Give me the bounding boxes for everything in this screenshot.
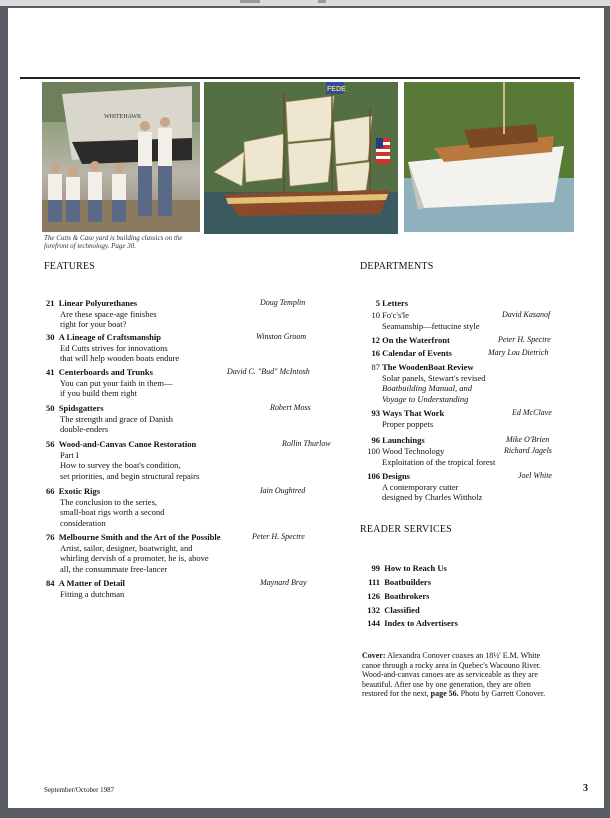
photo-boatyard-crew <box>42 82 200 232</box>
department-item[interactable]: 100 Wood Technology Richard Jagels Exploitation of the tropical forest <box>367 446 552 467</box>
feature-item[interactable]: 76 Melbourne Smith and the Art of the Possible Peter H. Spectre Artist, sailor, designer, boatwright, and whirling dervish of a promoter, he is, above all, the consummate free-lancer <box>46 532 305 574</box>
reader-service-item[interactable]: 126 Boatbrokers <box>367 591 430 601</box>
feature-item[interactable]: 41 Centerboards and Trunks David C. "Bud" McIntosh You can put your faith in them— if you build them right <box>46 367 310 398</box>
department-item[interactable]: 10 Fo'c's'le David Kasanof Seamanship—fettucine style <box>371 310 551 331</box>
reader-service-item[interactable]: 111 Boatbuilders <box>368 577 432 587</box>
department-item[interactable]: 16 Calendar of Events Mary Lou Dietrich <box>371 348 549 358</box>
feature-item[interactable]: 56 Wood-and-Canvas Canoe Restoration Rollin Thurlow Part I How to survey the boat's condition, set priorities, and begin structural repairs <box>46 439 331 481</box>
reader-service-item[interactable]: 144 Index to Advertisers <box>367 618 458 628</box>
feature-item[interactable]: 66 Exotic Rigs Iain Oughtred The conclusion to the series, small-boat rigs worth a second consideration <box>46 486 306 528</box>
features-heading: FEATURES <box>44 261 96 272</box>
departments-heading: DEPARTMENTS <box>360 261 434 272</box>
page-number: 3 <box>583 783 588 794</box>
issue-date: September/October 1987 <box>44 786 115 794</box>
viewer-tab[interactable] <box>240 0 260 3</box>
reader-service-item[interactable]: 132 Classified <box>367 605 420 615</box>
department-item[interactable]: 96 Launchings Mike O'Brien <box>371 435 550 445</box>
feature-item[interactable]: 21 Linear Polyurethanes Doug Templin Are these space-age finishes right for your boat? <box>46 298 306 329</box>
boat-name-text: WHITEHAWK <box>104 114 142 120</box>
viewer-top-bar <box>0 0 610 6</box>
cover-description: Cover: Alexandra Conover coaxes an 18½' E.M. White canoe through a rocky area in Quebec's Wacouno River. Wood-and-canvas canoes are as serviceable as they are beautiful. After use by one generation, they are often restored for the next, page 56. Photo by Garrett Conover. <box>362 651 546 699</box>
department-item[interactable]: 93 Ways That Work Ed McClave Proper poppets <box>371 408 552 429</box>
department-item[interactable]: 87 The WoodenBoat Review Solar panels, Stewart's revised Boatbuilding Manual, and Voyage to Understanding <box>371 362 486 404</box>
feature-item[interactable]: 84 A Matter of Detail Maynard Bray Fitting a dutchman <box>46 578 307 599</box>
photo-wooden-sailboat <box>404 82 574 232</box>
reader-services-heading: READER SERVICES <box>360 524 452 535</box>
department-item[interactable]: 12 On the Waterfront Peter H. Spectre <box>371 335 551 345</box>
reader-service-item[interactable]: 99 How to Reach Us <box>371 563 447 573</box>
magazine-page <box>8 8 604 808</box>
photo-caption: The Cutts & Case yard is building classics on the forefront of technology. Page 30. <box>44 234 183 250</box>
feature-item[interactable]: 30 A Lineage of Craftsmanship Winston Groom Ed Cutts strives for innovations that will help wooden boats endure <box>46 332 307 363</box>
american-flag-icon <box>376 138 390 164</box>
top-rule <box>20 77 580 79</box>
photo-tall-ship <box>204 82 398 234</box>
viewer-tab[interactable] <box>318 0 326 3</box>
department-item[interactable]: 106 Designs Joel White A contemporary cutter designed by Charles Wittholz <box>367 471 552 502</box>
department-item[interactable]: 5 Letters <box>375 298 409 308</box>
flag-text: FEDE <box>327 86 346 93</box>
feature-item[interactable]: 50 Spidsgatters Robert Moss The strength and grace of Danish double-enders <box>46 403 311 434</box>
